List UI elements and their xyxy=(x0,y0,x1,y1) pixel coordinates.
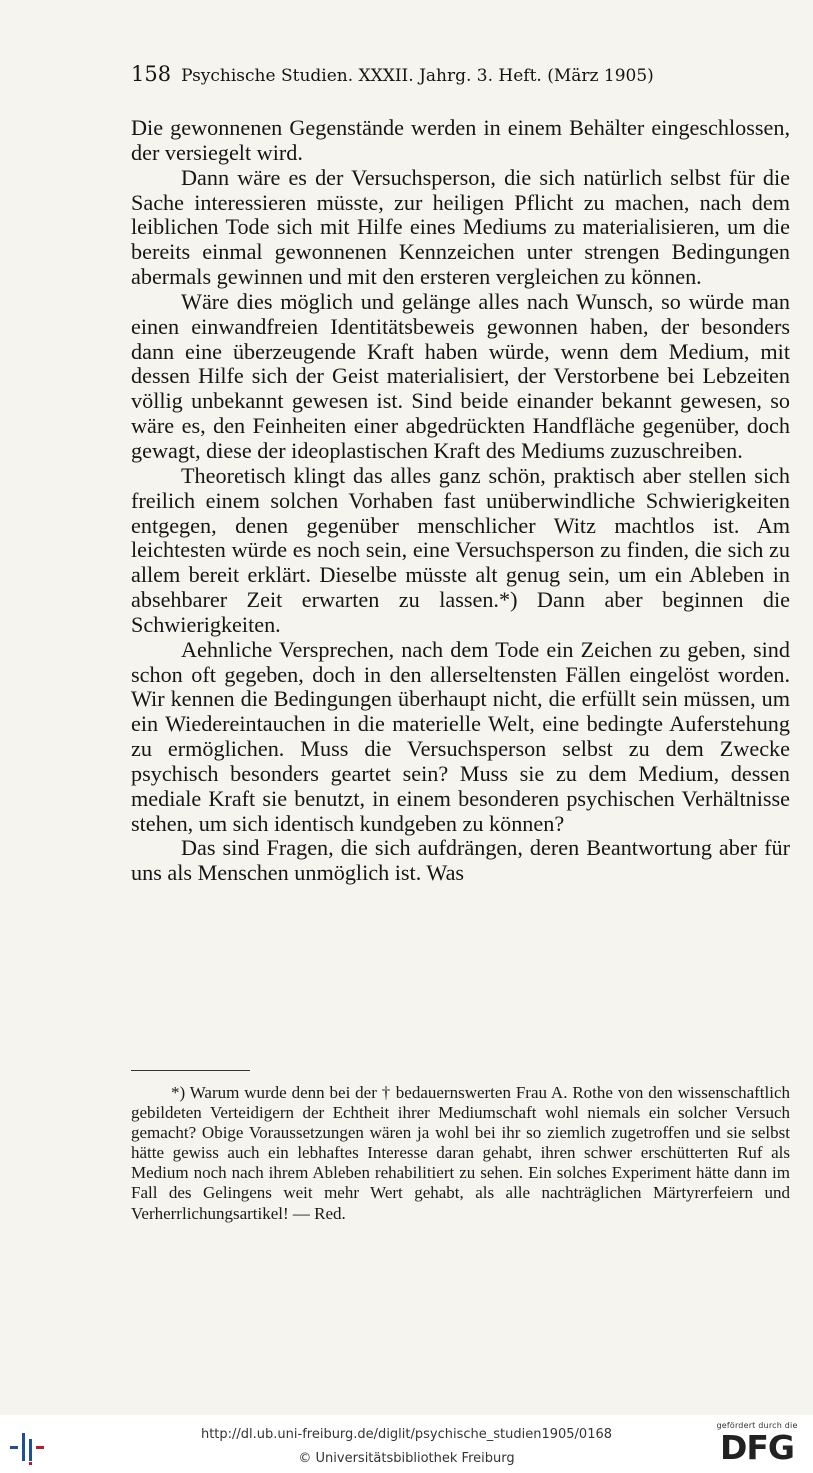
footnote-rule xyxy=(131,1070,250,1071)
footnote-text: *) Warum wurde denn bei der † bedauernswerten Frau A. Rothe von den wissenschaftlich gebildeten Verteidigern der Echtheit ihrer Mediumschaft wohl niemals ein solcher Versuch gemacht? Obige Voraussetzungen wären ja wohl bei ihr so ziemlich zugetroffen und sie selbst hätte gewiss auch ein lebhaftes Interesse daran gehabt, ihren schwer erschütterten Ruf als Medium noch nach ihrem Ableben rehabilitiert zu sehen. Ein solches Experiment hätte dann im Fall des Gelingens weit mehr Wert gehabt, als alle nachträglichen Märtyrerfeiern und Verherrlichungsartikel! — Red. xyxy=(131,1083,790,1223)
viewer-footer xyxy=(0,1415,813,1473)
paragraph: Die gewonnenen Gegenstände werden in einem Behälter eingeschlossen, der versiegelt wird. xyxy=(131,115,790,165)
paragraph: Theoretisch klingt das alles ganz schön, praktisch aber stellen sich freilich einem solchen Vorhaben fast unüberwindliche Schwierigkeiten entgegen, denen gegenüber menschlicher Witz machtlos ist. Am leichtesten würde es noch sein, eine Versuchsperson zu finden, die sich zu allem bereit erklärt. Dieselbe müsste alt genug sein, um ein Ableben in absehbarer Zeit erwarten zu lassen.*) Dann aber beginnen die Schwierigkeiten. xyxy=(131,462,790,637)
permalink-url[interactable]: http://dl.ub.uni-freiburg.de/diglit/psychische_studien1905/0168 xyxy=(200,1427,613,1442)
body-text xyxy=(131,116,790,886)
running-title: Psychische Studien. XXXII. Jahrg. 3. Heft. (März 1905) xyxy=(181,66,654,86)
funder-caption: gefördert durch die xyxy=(716,1421,798,1430)
paragraph: Aehnliche Versprechen, nach dem Tode ein Zeichen zu geben, sind schon oft gegeben, doch in den allerseltensten Fällen eingelöst worden. Wir kennen die Bedingungen überhaupt nicht, die erfüllt sein müssen, um ein Wiedereintauchen in die materielle Welt, eine bedingte Auferstehung zu ermöglichen. Muss die Versuchsperson selbst zu dem Zwecke psychisch besonders geartet sein? Muss sie zu dem Medium, dessen mediale Kraft sie benutzt, in einem besonderen psychischen Verhältnisse stehen, um sich identisch kundgeben zu können? xyxy=(131,636,790,836)
paragraph: Das sind Fragen, die sich aufdrängen, deren Beantwortung aber für uns als Menschen unmöglich ist. Was xyxy=(131,835,790,886)
page-number: 158 xyxy=(131,62,172,86)
footnote xyxy=(131,1083,790,1224)
paragraph: Dann wäre es der Versuchsperson, die sich natürlich selbst für die Sache interessieren müsste, zur heiligen Pflicht zu machen, nach dem leiblichen Tode sich mit Hilfe eines Mediums zu materialisieren, um die bereits einmal gewonnenen Kennzeichen unter strengen Bedingungen abermals gewinnen und mit den ersteren vergleichen zu können. xyxy=(131,164,790,290)
copyright-notice: © Universitätsbibliothek Freiburg xyxy=(298,1451,515,1466)
dfg-logo xyxy=(713,1421,801,1469)
running-header xyxy=(131,62,731,86)
dfg-wordmark: DFG xyxy=(719,1428,795,1467)
paragraph: Wäre dies möglich und gelänge alles nach Wunsch, so würde man einen einwandfreien Identitätsbeweis gewonnen haben, der besonders dann eine überzeugende Kraft haben würde, wenn dem Medium, mit dessen Hilfe sich der Geist materialisiert, der Verstorbene bei Lebzeiten völlig unbekannt gewesen ist. Sind beide einander bekannt gewesen, so wäre es, den Feinheiten einer abgedrückten Handfläche gegenüber, doch gewagt, diese der ideoplastischen Kraft des Mediums zuzuschreiben. xyxy=(131,288,790,463)
